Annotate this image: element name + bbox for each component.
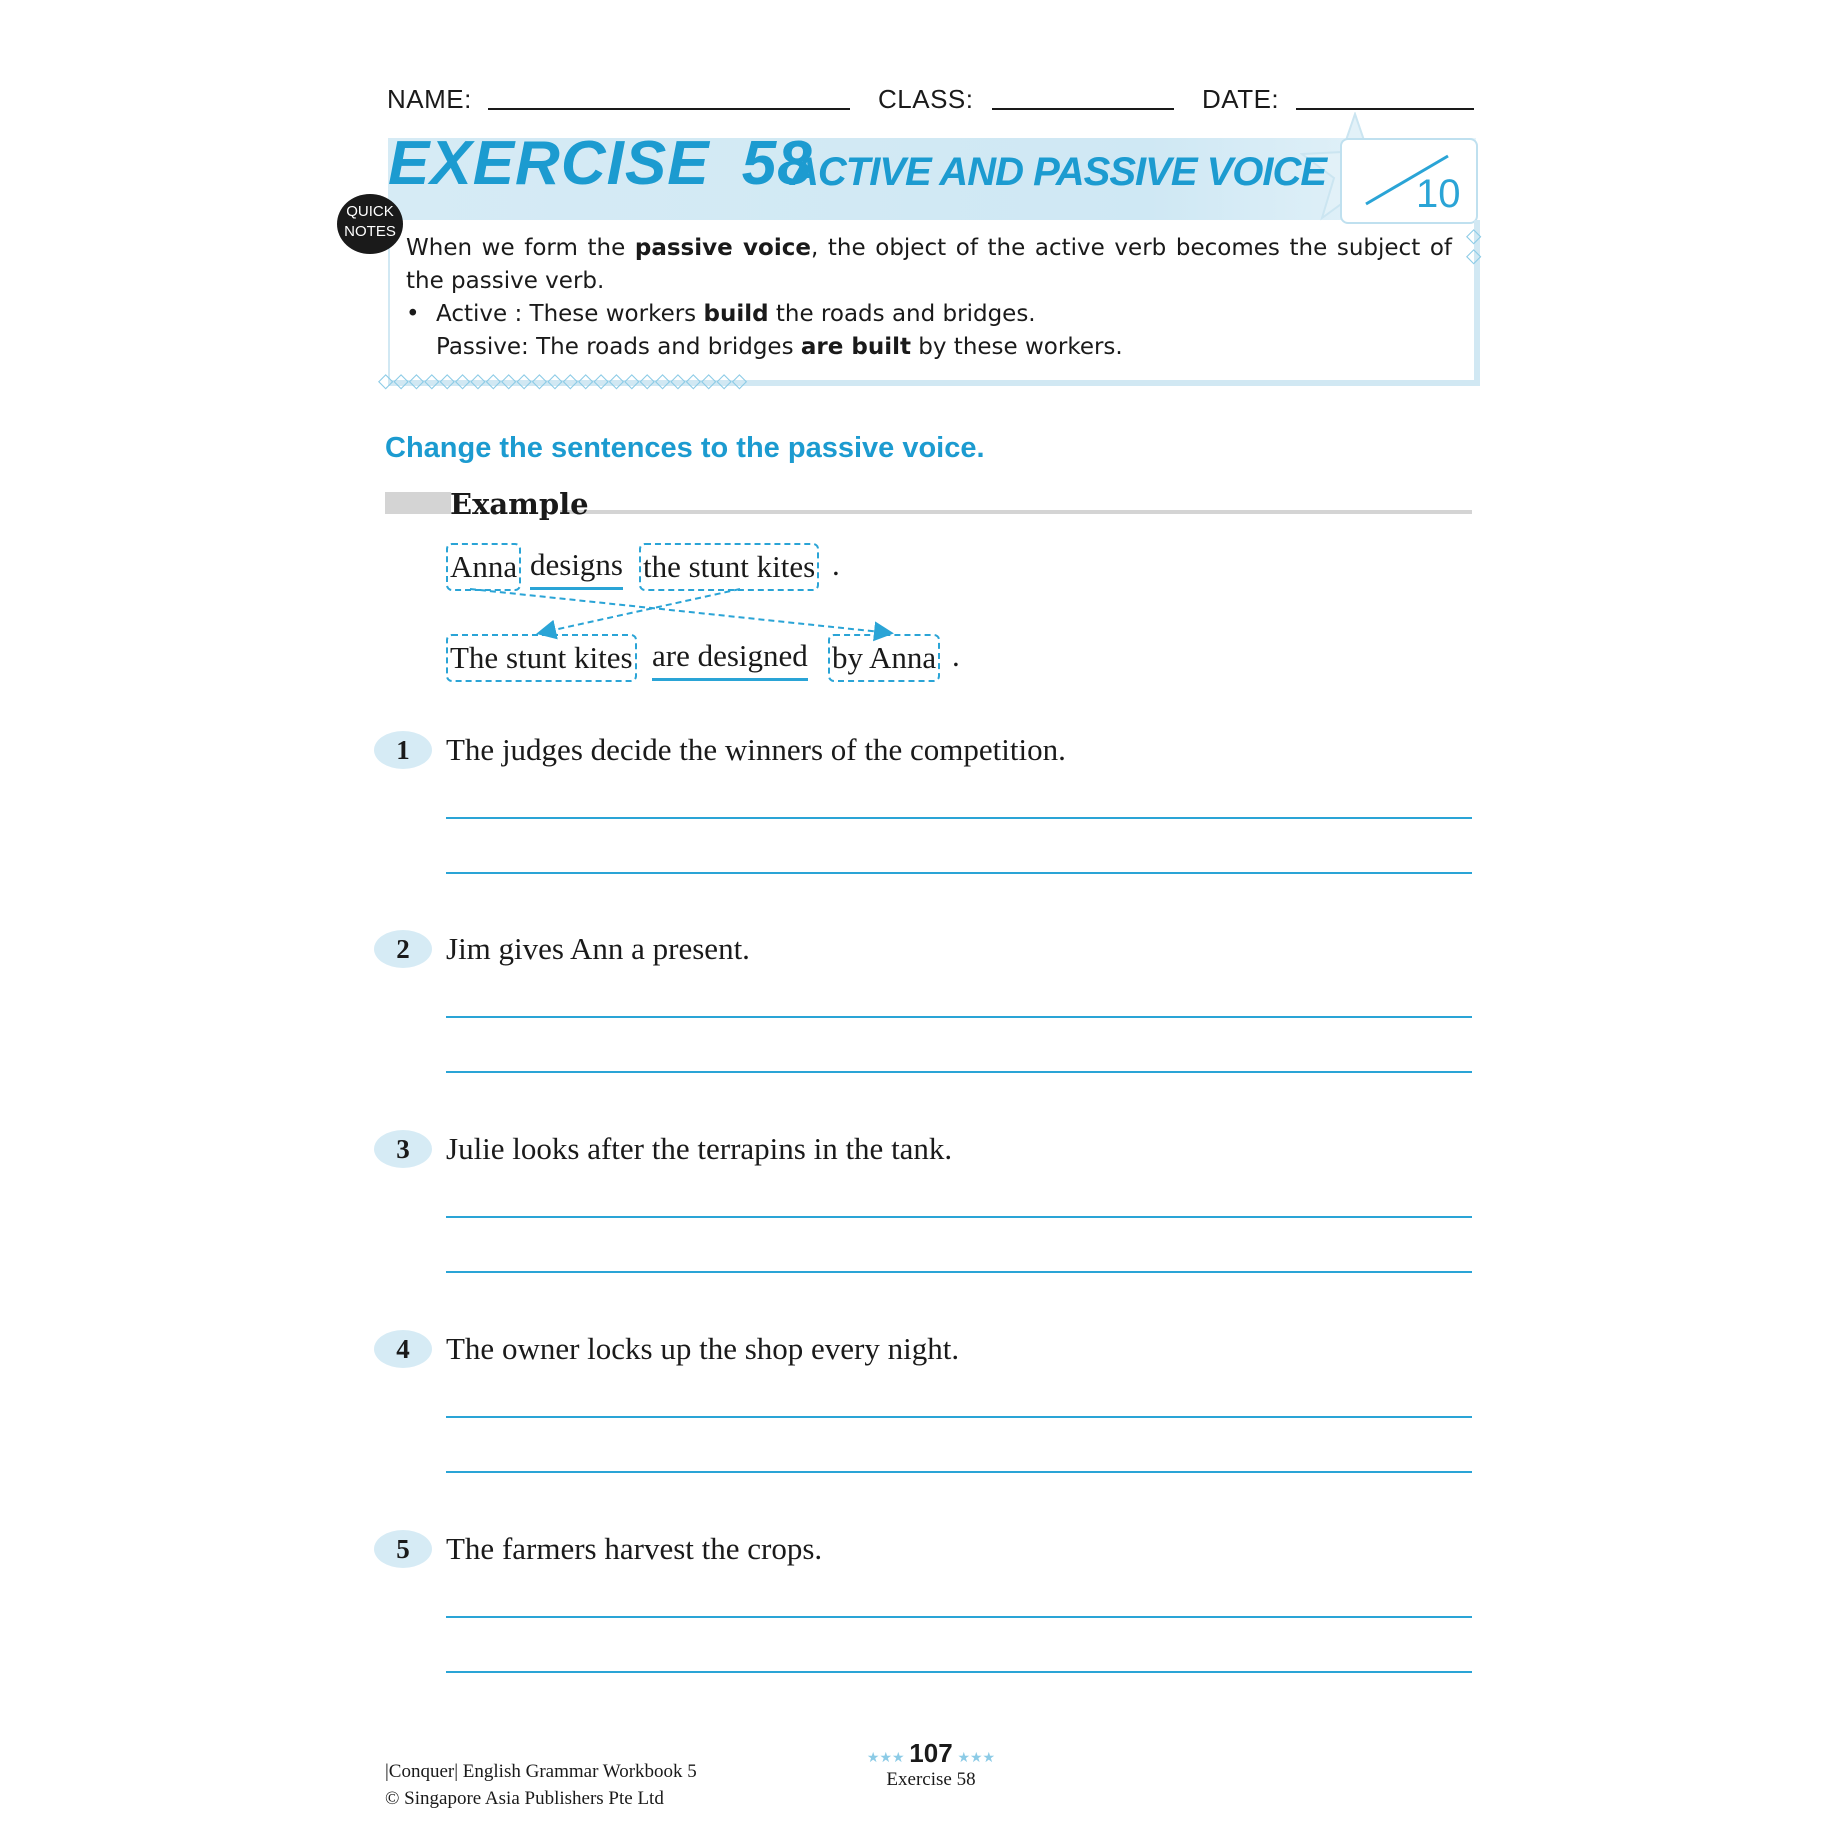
instruction-heading: Change the sentences to the passive voice. bbox=[385, 432, 985, 464]
passive-after: by these workers. bbox=[910, 334, 1123, 360]
question-number: 4 bbox=[374, 1330, 432, 1368]
badge-line-2: NOTES bbox=[344, 223, 396, 240]
answer-line[interactable] bbox=[446, 1471, 1472, 1473]
stars-left-icon: ★★★ bbox=[866, 1751, 905, 1766]
exercise-topic: ACTIVE AND PASSIVE VOICE bbox=[790, 150, 1327, 194]
answer-line[interactable] bbox=[446, 1216, 1472, 1218]
passive-label: Passive: The roads and bridges bbox=[436, 334, 801, 360]
example-active-object: the stunt kites bbox=[639, 543, 819, 591]
page-number: 107 bbox=[909, 1738, 953, 1768]
answer-line[interactable] bbox=[446, 1071, 1472, 1073]
example-rule bbox=[560, 510, 1472, 514]
example-label: Example bbox=[450, 487, 589, 521]
example-passive-verb: are designed bbox=[652, 634, 808, 681]
question-number: 5 bbox=[374, 1530, 432, 1568]
intro-text: When we form the bbox=[406, 235, 635, 261]
question-text: The judges decide the winners of the competition. bbox=[446, 732, 1066, 767]
footer-page-info bbox=[850, 1738, 1012, 1791]
intro-text-after: , the object of the active verb becomes the subject of the passive verb. bbox=[406, 235, 1453, 294]
exercise-number: 58 bbox=[741, 129, 813, 198]
name-label: NAME: bbox=[387, 84, 472, 114]
bullet-icon: • bbox=[406, 301, 420, 327]
example-passive-subject: The stunt kites bbox=[446, 634, 637, 682]
active-label: Active : These workers bbox=[436, 301, 704, 327]
question-number: 2 bbox=[374, 930, 432, 968]
example-active-period: . bbox=[832, 547, 840, 582]
example-active-subject: Anna bbox=[446, 543, 521, 591]
question-text: The farmers harvest the crops. bbox=[446, 1531, 823, 1566]
passive-bold: are built bbox=[800, 334, 911, 360]
exercise-title bbox=[388, 128, 813, 199]
answer-line[interactable] bbox=[446, 872, 1472, 874]
question-number: 3 bbox=[374, 1130, 432, 1168]
question-text: Jim gives Ann a present. bbox=[446, 931, 750, 966]
notes-active-example bbox=[406, 298, 1452, 331]
date-label: DATE: bbox=[1202, 84, 1280, 114]
answer-line[interactable] bbox=[446, 1616, 1472, 1618]
class-field[interactable] bbox=[992, 108, 1174, 110]
quick-notes-badge bbox=[337, 194, 403, 254]
diamond-border-decoration: ◇◇◇◇◇◇◇◇◇◇◇◇◇◇◇◇◇◇◇◇◇◇◇◇ bbox=[378, 368, 748, 392]
quick-notes-text bbox=[406, 232, 1452, 364]
answer-line[interactable] bbox=[446, 817, 1472, 819]
score-total: 10 bbox=[1416, 172, 1461, 216]
stars-right-icon: ★★★ bbox=[957, 1751, 996, 1766]
example-passive-period: . bbox=[952, 638, 960, 673]
name-field[interactable] bbox=[488, 108, 850, 110]
class-label: CLASS: bbox=[878, 84, 974, 114]
active-after: the roads and bridges. bbox=[768, 301, 1036, 327]
date-field[interactable] bbox=[1296, 108, 1474, 110]
example-bar bbox=[385, 492, 451, 514]
answer-line[interactable] bbox=[446, 1416, 1472, 1418]
footer-publisher bbox=[385, 1758, 697, 1812]
example-active-verb: designs bbox=[530, 543, 623, 590]
active-bold: build bbox=[703, 301, 769, 327]
footer-exercise-ref: Exercise 58 bbox=[886, 1769, 976, 1790]
exercise-word: EXERCISE bbox=[388, 129, 710, 198]
badge-line-1: QUICK bbox=[346, 203, 394, 220]
question-text: Julie looks after the terrapins in the tank. bbox=[446, 1131, 953, 1166]
question-text: The owner locks up the shop every night. bbox=[446, 1331, 960, 1366]
question-number: 1 bbox=[374, 731, 432, 769]
example-passive-agent: by Anna bbox=[828, 634, 940, 682]
answer-line[interactable] bbox=[446, 1271, 1472, 1273]
diamond-corner-decoration: ◇ ◇ bbox=[1466, 225, 1482, 267]
answer-line[interactable] bbox=[446, 1016, 1472, 1018]
notes-intro bbox=[406, 232, 1452, 298]
answer-line[interactable] bbox=[446, 1671, 1472, 1673]
notes-passive-example bbox=[406, 331, 1452, 364]
intro-bold: passive voice bbox=[634, 235, 811, 261]
footer-book-title: |Conquer| English Grammar Workbook 5 bbox=[385, 1761, 697, 1782]
footer-copyright: © Singapore Asia Publishers Pte Ltd bbox=[385, 1788, 664, 1809]
